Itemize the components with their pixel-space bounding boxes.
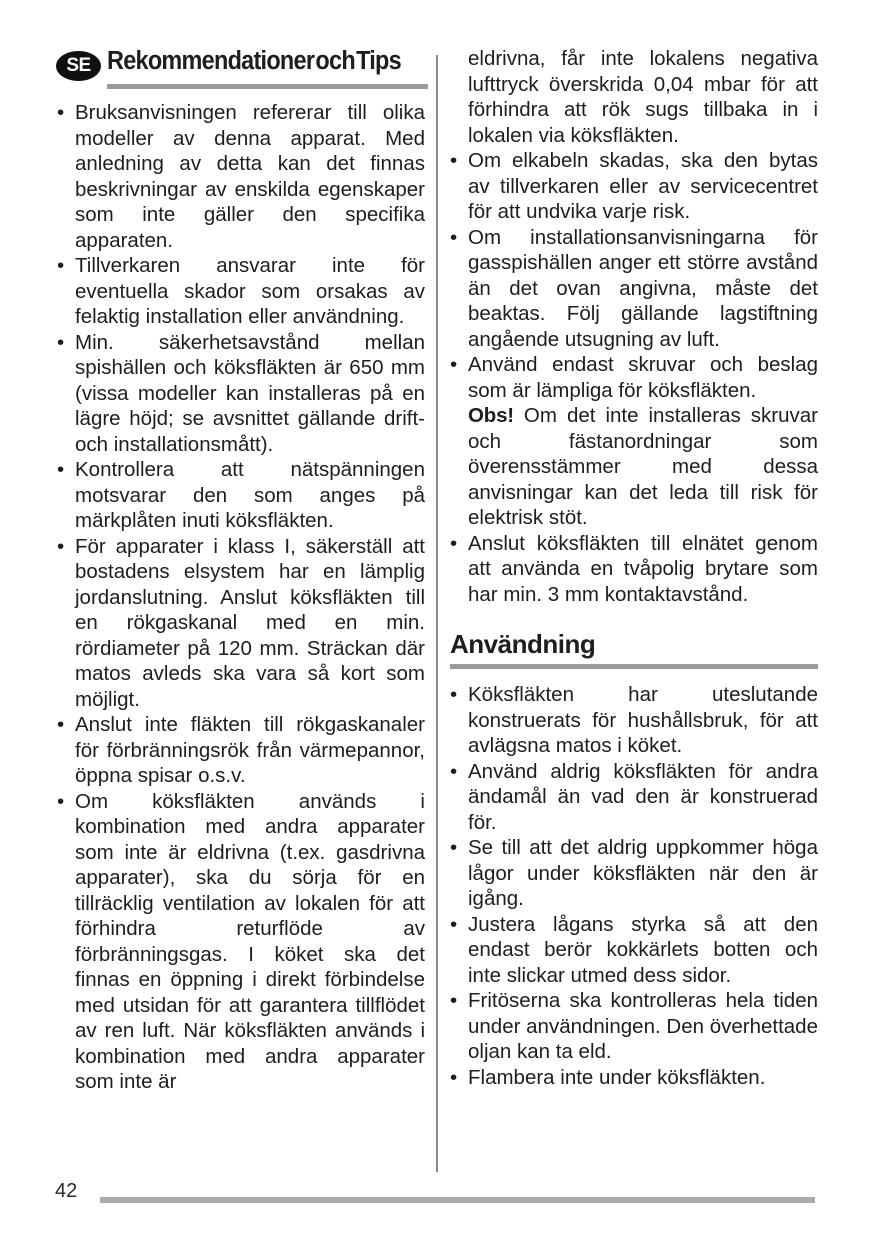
language-badge-label: SE (66, 55, 91, 76)
list-item (57, 100, 425, 253)
bullet-marker: • (450, 836, 458, 859)
list-item (450, 148, 818, 225)
left-column (57, 100, 425, 1095)
list-item (450, 352, 818, 531)
list-item (57, 253, 425, 330)
bullet-marker: • (57, 789, 65, 813)
list-item-text: Se till att det aldrig uppkommer höga lågor under köksfläkten när den är igång. (468, 836, 818, 910)
list-item-text: Kontrollera att nätspänningen motsvarar den som anges på märkplåten inuti köksfläkten. (75, 458, 425, 532)
right-column (450, 46, 818, 1090)
list-item-text: Om installationsanvisningarna för gasspishällen anger ett större avstånd än det ovan angivna, måste det beaktas. Följ gällande lagstiftning angående utsugning av luft. (468, 225, 818, 351)
bullet-marker: • (57, 534, 65, 558)
continued-paragraph: eldrivna, får inte lokalens negativa lufttryck överskrida 0,04 mbar för att förhindra att rök sugs tillbaka in i lokalen via köksfläkten. (468, 47, 818, 147)
bullet-marker: • (450, 531, 458, 555)
list-item-text: Flambera inte under köksfläkten. (468, 1065, 766, 1089)
bullet-marker: • (450, 989, 458, 1012)
list-item-text: För apparater i klass I, säkerställ att bostadens elsystem har en lämplig jordanslutning. Anslut köksfläkten till en rökgaskanal med en min. rördiameter på 120 mm. Sträckan där matos avleds ska vara så kort som möjligt. (75, 534, 425, 711)
list-item (450, 682, 818, 759)
column-divider (436, 55, 438, 1172)
list-item-text: Använd endast skruvar och beslag som är lämpliga för köksfläkten. (468, 353, 818, 402)
bullet-marker: • (450, 1065, 458, 1089)
section-heading-anvandning: Användning (450, 627, 818, 669)
list-item-text: Köksfläkten har uteslutande konstruerats för hushållsbruk, för att avlägsna matos i köket. (468, 683, 818, 757)
bullet-marker: • (450, 225, 458, 249)
list-item (450, 835, 818, 912)
language-badge (56, 51, 101, 81)
list-item (450, 225, 818, 353)
list-item-text: Justera lågans styrka så att den endast berör kokkärlets botten och inte slickar utmed dess sidor. (468, 912, 818, 987)
bullet-marker: • (57, 330, 65, 354)
title-underline (107, 84, 428, 89)
list-item (450, 531, 818, 608)
warning-note-text: Om det inte installeras skruvar och fästanordningar som överensstämmer med dessa anvisningar kan det leda till risk för elektrisk stöt. (468, 404, 818, 529)
bullet-marker: • (450, 683, 458, 706)
list-item (450, 988, 818, 1065)
bullet-marker: • (450, 912, 458, 936)
page-title: Rekommendationer och Tips (107, 47, 401, 75)
list-item-text: Anslut inte fläkten till rökgaskanaler för förbränningsrök från värmepannor, öppna spisar o.s.v. (75, 713, 425, 787)
list-item (57, 457, 425, 534)
footer-rule (100, 1197, 815, 1203)
list-item-text: Om köksfläkten används i kombination med andra apparater som inte är eldrivna (t.ex. gasdrivna apparater), ska du sörja för en tillräcklig ventilation av lokalen för att förhindra returflöde av förbränningsgas. I köket ska det finnas en öppning i direkt förbindelse med utsidan för att garantera tillflödet av ren luft. När köksfläkten används i kombination med andra apparater som inte är (75, 789, 425, 1093)
list-item-text: Anslut köksfläkten till elnätet genom att använda en tvåpolig brytare som har min. 3 mm kontaktavstånd. (468, 531, 818, 606)
warning-note-label: Obs! (468, 404, 514, 427)
list-item (450, 912, 818, 989)
list-item-text: Bruksanvisningen refererar till olika modeller av denna apparat. Med anledning av detta kan det finnas beskrivningar av enskilda egenskaper som inte gäller den specifika apparaten. (75, 101, 425, 252)
list-item-text: Tillverkaren ansvarar inte för eventuella skador som orsakas av felaktig installation eller användning. (75, 254, 425, 328)
list-item (57, 712, 425, 789)
list-item (450, 759, 818, 836)
list-item (57, 330, 425, 458)
list-item-text: Om elkabeln skadas, ska den bytas av tillverkaren eller av servicecentret för att undvika varje risk. (468, 149, 818, 223)
bullet-marker: • (450, 149, 458, 172)
list-item (57, 789, 425, 1095)
list-item-text: Fritöserna ska kontrolleras hela tiden under användningen. Den överhettade oljan kan ta eld. (468, 989, 818, 1063)
bullet-marker: • (57, 254, 65, 277)
list-item-text: Min. säkerhetsavstånd mellan spishällen och köksfläkten är 650 mm (vissa modeller kan installeras på en lägre höjd; se avsnittet gällande drift- och installationsmått). (75, 330, 425, 456)
bullet-marker: • (450, 759, 458, 783)
bullet-marker: • (57, 458, 65, 481)
bullet-marker: • (450, 353, 458, 376)
list-item (57, 534, 425, 713)
bullet-marker: • (57, 101, 65, 124)
list-item (450, 1065, 818, 1091)
page-number: 42 (55, 1180, 78, 1202)
bullet-marker: • (57, 713, 65, 736)
warning-note (468, 403, 818, 531)
list-item-text: Använd aldrig köksfläkten för andra ändamål än vad den är konstruerad för. (468, 759, 818, 834)
